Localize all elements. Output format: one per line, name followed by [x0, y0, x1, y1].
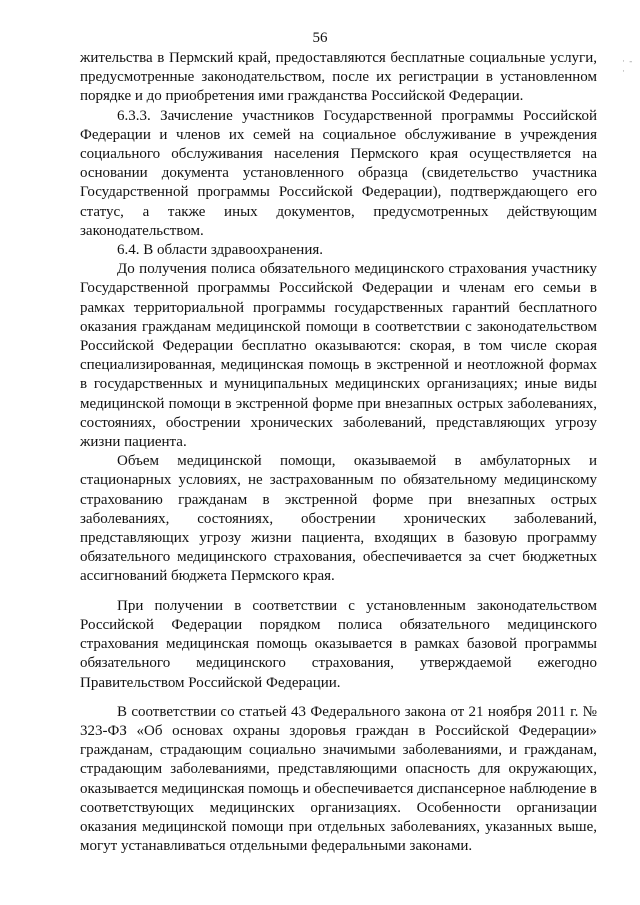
paragraph-before-policy: До получения полиса обязательного медицинского страхования участнику Государственной программы Российской Федерации и членам его семьи в рамках территориальной программы государственных гарантий бесплатного оказания гражданам медицинской помощи в соответствии с законодательством Российской Федерации бесплатно оказываются: скорая, в том числе скорая специализированная, медицинская помощь в экстренной и неотложной формах в государственных и муниципальных медицинских организациях; иные виды медицинской помощи в экстренной форме при внезапных острых заболеваниях, состояниях, обострении хронических заболеваний, представляющих угрозу жизни пациента. — [80, 261, 597, 451]
paragraph-article-43: В соответствии со статьей 43 Федерального закона от 21 ноября 2011 г. № 323-ФЗ «Об основах охраны здоровья граждан в Российской Федерации» гражданам, страдающим социально значимыми заболеваниями, и гражданам, страдающим заболеваниями, представляющими опасность для окружающих, оказывается медицинская помощь и обеспечивается диспансерное наблюдение в соответствующих медицинских организациях. Особенности организации оказания медицинской помощи при отдельных заболеваниях, указанных выше, могут устанавливаться отдельными федеральными законами. — [80, 703, 597, 855]
paragraph-care-volume: Объем медицинской помощи, оказываемой в амбулаторных и стационарных условиях, не застрахованным по обязательному медицинскому страхованию гражданам в экстренной форме при внезапных острых заболеваниях, состояниях, обострении хронических заболеваний, представляющих угрозу жизни пациента, входящих в базовую программу обязательного медицинского страхования, обеспечивается за счет бюджетных ассигнований бюджета Пермского края. — [80, 453, 597, 585]
paragraph-6-3-3: 6.3.3. Зачисление участников Государственной программы Российской Федерации и членов их семей на социальное обслуживание в учреждения социального обслуживания населения Пермского края осуществляется на основании документа установленного образца (свидетельство участника Государственной программы Российской Федерации), подтверждающего его статус, а также иных документов, предусмотренных действующим законодательством. — [80, 107, 597, 239]
paragraph-6-4-heading: 6.4. В области здравоохранения. — [117, 242, 323, 259]
paragraph-residence-continuation: жительства в Пермский край, предоставляются бесплатные социальные услуги, предусмотренные законодательством, после их регистрации в установленном порядке и до приобретения ими гражданства Российской Федерации. — [80, 50, 597, 105]
scan-artifact: · - · — [622, 56, 634, 76]
page-number: 56 — [312, 30, 328, 46]
paragraph-upon-policy: При получении в соответствии с установленным законодательством Российской Федерации порядком полиса обязательного медицинского страхования медицинская помощь оказывается в рамках базовой программы обязательного медицинского страхования, утверждаемой ежегодно Правительством Российской Федерации. — [80, 597, 597, 691]
document-body — [80, 49, 597, 856]
